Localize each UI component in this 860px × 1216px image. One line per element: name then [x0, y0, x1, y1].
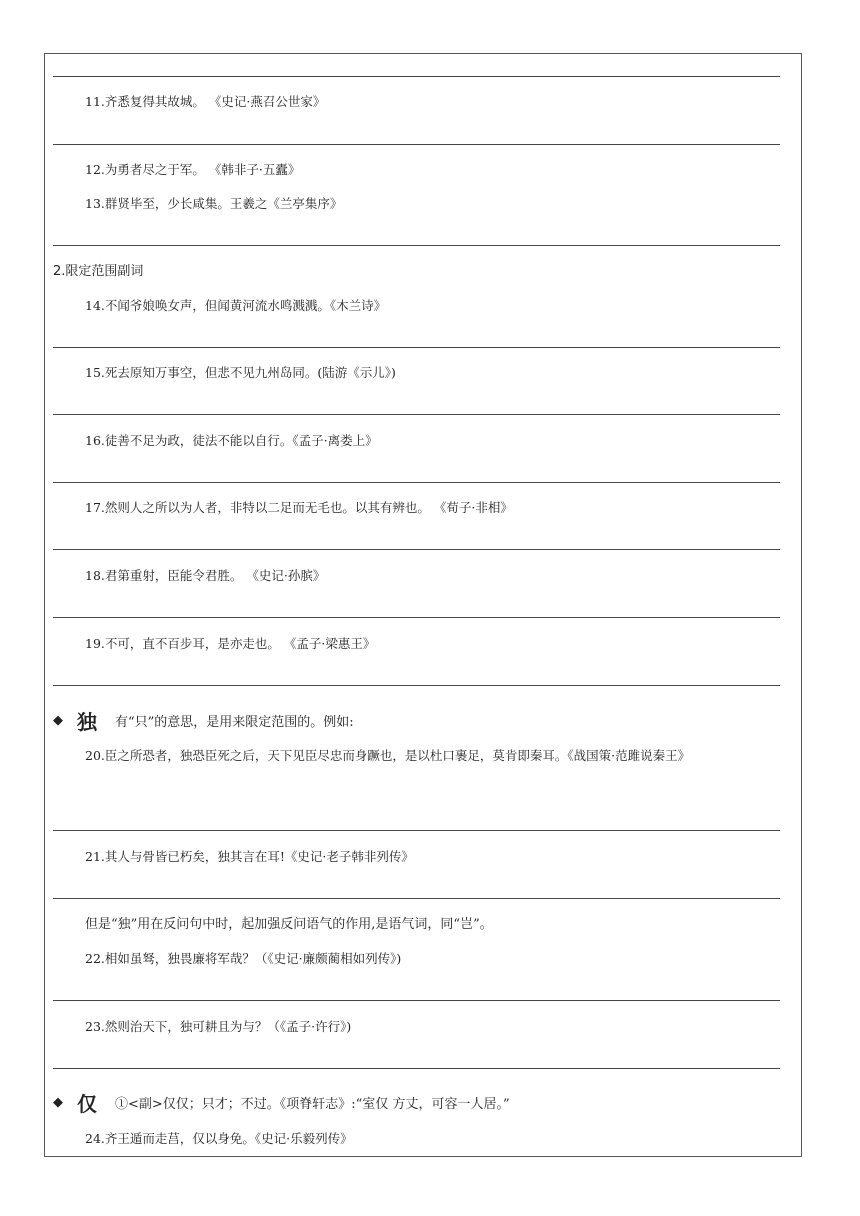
example-24: 24.齐王遁而走莒，仅以身免。《史记·乐毅列传》: [85, 1131, 353, 1146]
keyword-description: 有“只”的意思，是用来限定范围的。例如:: [115, 715, 354, 730]
example-23: 23.然则治天下，独可耕且为与？（《孟子·许行》): [85, 1019, 352, 1034]
example-19: 19.不可，直不百步耳，是亦走也。 《孟子·梁惠王》: [85, 636, 376, 651]
note-text: 但是“独”用在反问句中时，起加强反问语气的作用,是语气词，同“岂”。: [85, 917, 493, 932]
example-22: 22.相如虽驽，独畏廉将军哉？（《史记·廉颇蔺相如列传》): [85, 951, 402, 966]
diamond-bullet-icon: ◆: [53, 1095, 63, 1110]
answer-line: [53, 617, 780, 618]
example-17: 17.然则人之所以为人者，非特以二足而无毛也。以其有辨也。 《荀子·非相》: [85, 500, 513, 515]
example-21: 21.其人与骨皆已朽矣，独其言在耳!《史记·老子韩非列传》: [85, 849, 414, 864]
diamond-bullet-icon: ◆: [53, 713, 63, 728]
keyword: 仅: [77, 1092, 97, 1116]
keyword-du: [53, 706, 354, 735]
answer-line: [53, 898, 780, 899]
answer-line: [53, 1000, 780, 1001]
example-18: 18.君第重射，臣能令君胜。 《史记·孙膑》: [85, 568, 326, 583]
example-11: 11.齐悉复得其故城。 《史记·燕召公世家》: [85, 94, 326, 109]
answer-line: [53, 685, 780, 686]
answer-line: [53, 245, 780, 246]
example-14: 14.不闻爷娘唤女声，但闻黄河流水鸣溅溅。《木兰诗》: [85, 298, 387, 313]
answer-line: [53, 144, 780, 145]
page-frame: [44, 53, 802, 1157]
answer-line: [53, 830, 780, 831]
keyword-jin: [53, 1088, 510, 1117]
answer-line: [53, 347, 780, 348]
keyword-description: ①<副>仅仅；只才；不过。《项脊轩志》:“室仅 方丈，可容一人居。”: [115, 1097, 510, 1112]
answer-line: [53, 76, 780, 77]
answer-line: [53, 549, 780, 550]
answer-line: [53, 1068, 780, 1069]
answer-line: [53, 482, 780, 483]
answer-line: [53, 414, 780, 415]
example-15: 15.死去原知万事空，但悲不见九州岛同。(陆游《示儿》): [85, 365, 396, 380]
example-13: 13.群贤毕至，少长咸集。王羲之《兰亭集序》: [85, 196, 343, 211]
section-heading: 2.限定范围副词: [53, 264, 144, 279]
example-12: 12.为勇者尽之于军。 《韩非子·五蠹》: [85, 162, 301, 177]
keyword: 独: [77, 710, 97, 734]
example-16: 16.徒善不足为政，徒法不能以自行。《孟子·离娄上》: [85, 433, 378, 448]
example-20: 20.臣之所恐者，独恐臣死之后，天下见臣尽忠而身蹶也，是以杜口裹足，莫肯即秦耳。《战国策·范雎说秦王》: [85, 748, 691, 763]
